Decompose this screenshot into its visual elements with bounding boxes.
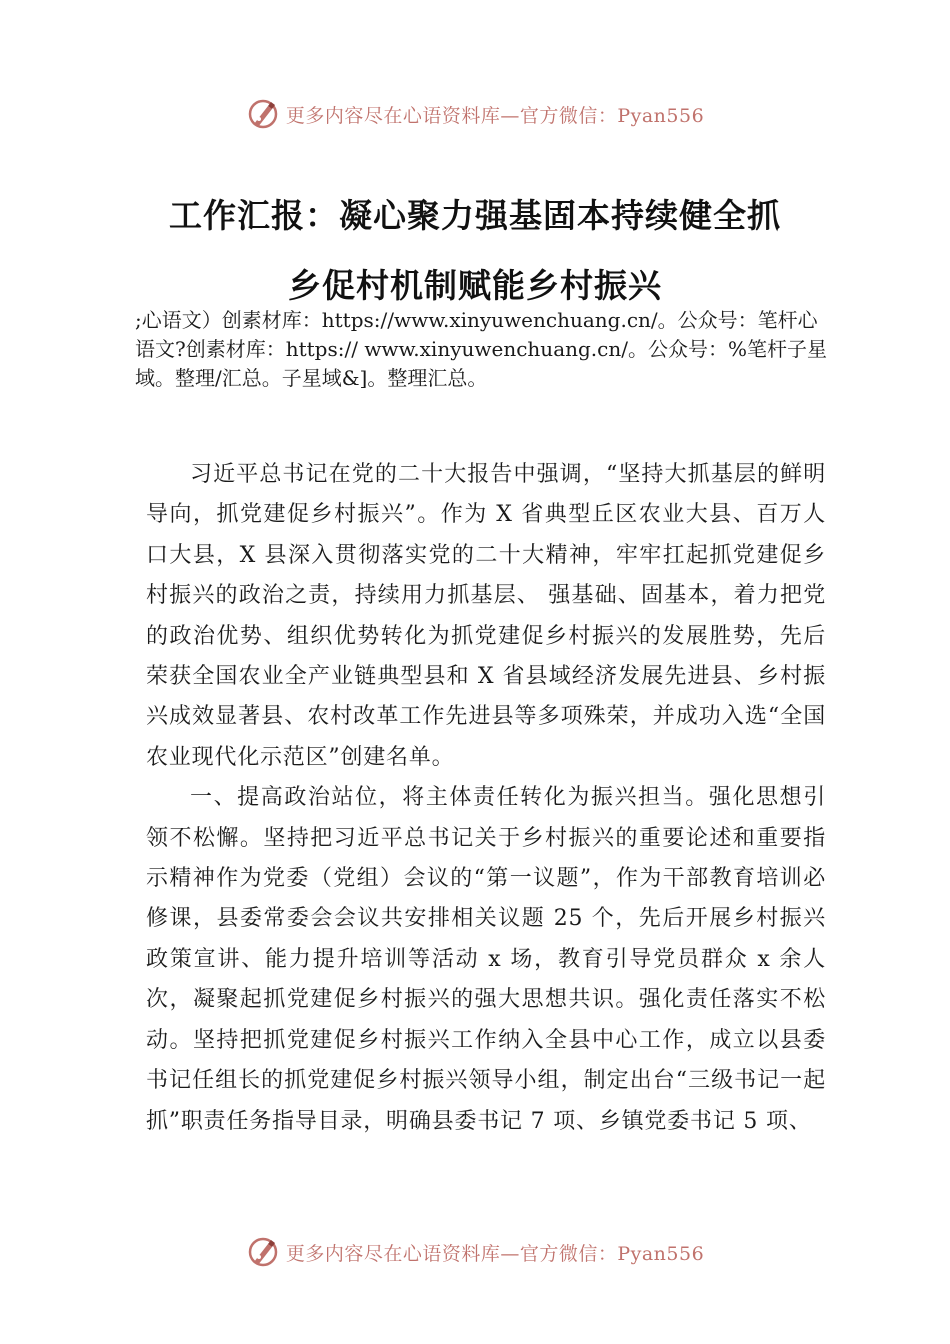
footer-banner-text: 更多内容尽在心语资料库—官方微信：Pyan556 xyxy=(285,1242,705,1265)
header-banner xyxy=(0,94,950,134)
header-banner-text: 更多内容尽在心语资料库—官方微信：Pyan556 xyxy=(285,104,705,127)
body-paragraph-section-1: 一、提高政治站位，将主体责任转化为振兴担当。强化思想引领不松懈。坚持把习近平总书记关于乡村振兴的重要论述和重要指示精神作为党委（党组）会议的“第一议题”，作为干部教育培训必修课，县委常委会会议共安排相关议题 25 个，先后开展乡村振兴政策宣讲、能力提升培训等活动 x 场，教育引导党员群众 x 余人次，凝聚起抓党建促乡村振兴的强大思想共识。强化责任落实不松动。坚持把抓党建促乡村振兴工作纳入全县中心工作，成立以县委书记任组长的抓党建促乡村振兴领导小组，制定出台“三级书记一起抓”职责任务指导目录，明确县委书记 7 项、乡镇党委书记 5 项、 xyxy=(146,785,826,1134)
body-paragraph-intro: 习近平总书记在党的二十大报告中强调，“坚持大抓基层的鲜明导向，抓党建促乡村振兴”。作为 X 省典型丘区农业大县、百万人口大县，X 县深入贯彻落实党的二十大精神，牢牢扛起抓党建促乡村振兴的政治之责，持续用力抓基层、 强基础、固基本，着力把党的政治优势、组织优势转化为抓党建促乡村振兴的发展胜势，先后荣获全国农业全产业链典型县和 X 省县域经济发展先进县、乡村振兴成效显著县、农村改革工作先进县等多项殊荣，并成功入选“全国农业现代化示范区”创建名单。 xyxy=(146,462,826,770)
footer-banner xyxy=(0,1232,950,1272)
source-meta-text: ;心语文）创素材库：https://www.xinyuwenchuang.cn/。公众号：笔杆心语文?创素材库：https:// www.xinyuwenchuang.cn/。公众号：%笔杆子星域。整理/汇总。子星域&]。整理汇总。 xyxy=(135,308,827,390)
footer-banner-content xyxy=(246,1235,704,1269)
pen-logo-icon xyxy=(246,97,280,131)
pen-logo-icon xyxy=(246,1235,280,1269)
document-title-line-2: 乡促村机制赋能乡村振兴 xyxy=(288,266,662,305)
document-body xyxy=(146,455,826,1142)
document-title-line-1: 工作汇报：凝心聚力强基固本持续健全抓 xyxy=(169,196,781,235)
header-banner-content xyxy=(246,97,704,131)
